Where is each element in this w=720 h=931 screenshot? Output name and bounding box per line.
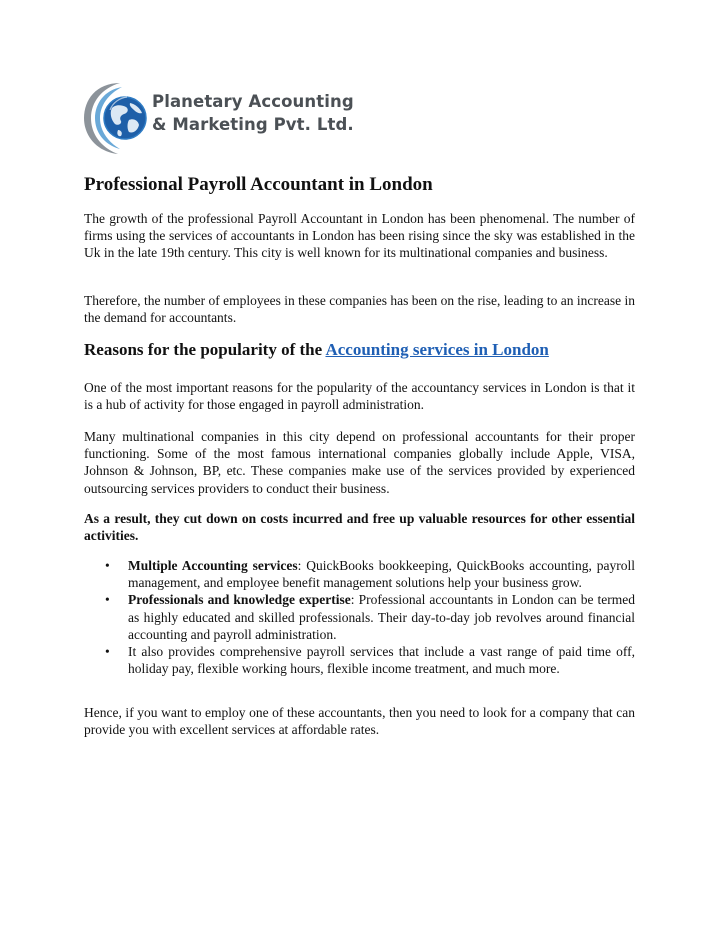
section-paragraph-2: Many multinational companies in this city depend on professional accountants for their proper functioning. Some of the most famous international companies globally include Apple, VISA, Johnson & Johnson, BP, etc. These companies make use of the services provided by experienced outsourcing services providers to conduct their business. (84, 429, 635, 496)
bullet-list (84, 557, 635, 677)
bullet-separator: : (350, 592, 355, 608)
closing-paragraph: Hence, if you want to employ one of these accountants, then you need to look for a company that can provide you with excellent services at affordable rates. (84, 705, 635, 738)
bullet-text: Professional accountants in London can be termed as highly educated and skilled professionals. Their day-to-day job revolves around financial accounting and payroll administration. (128, 592, 635, 642)
accounting-services-link[interactable]: Accounting services in London (325, 340, 549, 359)
logo-line-1: Planetary Accounting (152, 92, 354, 111)
bullet-text: QuickBooks bookkeeping, QuickBooks accounting, payroll management, and employee benefit management solutions help your business grow. (128, 558, 636, 591)
logo-line-2: & Marketing Pvt. Ltd. (152, 115, 354, 134)
bullet-term: Multiple Accounting services (128, 558, 298, 573)
globe-swoosh-icon (82, 80, 152, 156)
bullet-text: It also provides comprehensive payroll services that include a vast range of paid time off, holiday pay, flexible working hours, flexible income treatment, and much more. (128, 644, 635, 677)
bullet-separator: : (297, 558, 302, 573)
intro-paragraph-1: The growth of the professional Payroll Accountant in London has been phenomenal. The number of firms using the services of accountants in London has been rising since the sky was established in the Uk in the late 19th century. This city is well known for its multinational companies and business. (84, 211, 635, 261)
list-item (84, 557, 635, 591)
bullet-icon: • (105, 644, 110, 660)
list-item (84, 643, 635, 677)
bold-statement: As a result, they cut down on costs incurred and free up valuable resources for other essential activities. (84, 511, 635, 544)
bullet-icon: • (105, 558, 110, 573)
section-heading-prefix: Reasons for the popularity of the (84, 340, 326, 359)
section-heading (84, 339, 549, 361)
list-item (84, 591, 635, 643)
section-paragraph-1: One of the most important reasons for the popularity of the accountancy services in London is that it is a hub of activity for those engaged in payroll administration. (84, 380, 635, 413)
intro-paragraph-2: Therefore, the number of employees in these companies has been on the rise, leading to an increase in the demand for accountants. (84, 293, 635, 326)
page-title: Professional Payroll Accountant in London (84, 174, 433, 195)
company-logo (82, 80, 352, 156)
logo-text (152, 90, 354, 136)
bullet-icon: • (105, 592, 110, 608)
bullet-term: Professionals and knowledge expertise (128, 592, 351, 608)
